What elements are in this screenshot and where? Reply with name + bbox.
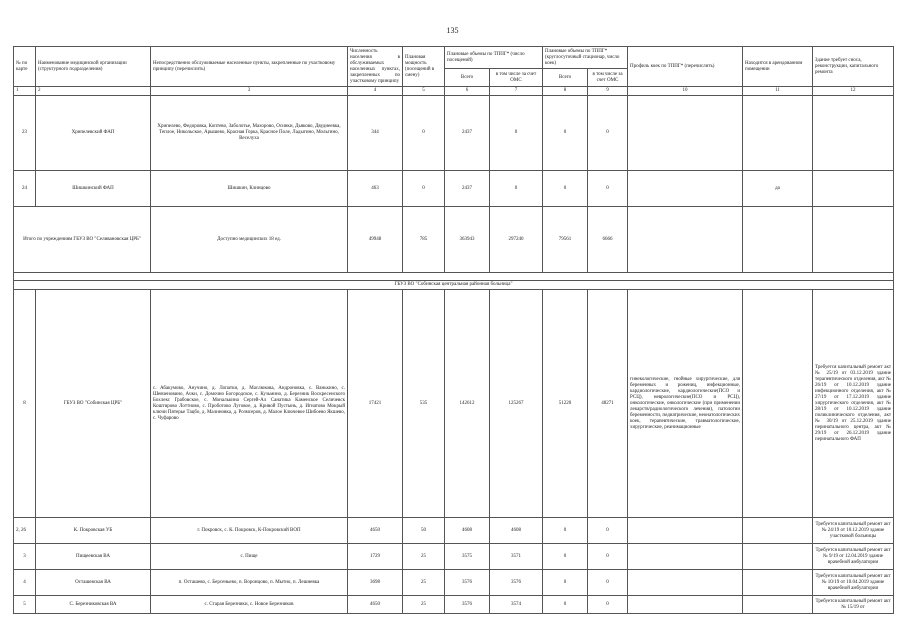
total-population: 49948 bbox=[348, 207, 403, 273]
header-cell-repair: Здание требует сноса, реконструкции, капитального ремонта bbox=[813, 47, 894, 87]
cell-org: Пищеевская ВА bbox=[36, 544, 151, 570]
total-profile bbox=[628, 207, 743, 273]
cell-n: 3 bbox=[14, 544, 36, 570]
cell-profile: гинекологические, гнойные хирургические, для беременных и рожениц, инфекционные, кардиологические, кардиологические(ПСО и РСЦ), неврологические(ПСО и РСЦ), онкологические, онкологические (при применении лекарств/радиологического лечения), патологии беременности, педиатрические, неонатологических коек, терапевтические, травматологические, хирургические, реанимационные bbox=[628, 290, 743, 518]
header-cell-population: Численность населения в обслуживаемых населенных пунктах, закрепленных по участковому принципу bbox=[348, 47, 403, 87]
page-number: 135 bbox=[446, 26, 459, 35]
cell-beds: 0 bbox=[543, 171, 588, 207]
cell-population: 4650 bbox=[348, 518, 403, 544]
cell-visits-oms: 0 bbox=[490, 171, 543, 207]
cell-visits: 2437 bbox=[445, 96, 490, 171]
cell-visits-oms: 125267 bbox=[490, 290, 543, 518]
cell-profile bbox=[628, 96, 743, 171]
cell-population: 17421 bbox=[348, 290, 403, 518]
total-repair bbox=[813, 207, 894, 273]
cell-rent bbox=[743, 290, 813, 518]
cell-beds: 0 bbox=[543, 596, 588, 614]
cell-beds-oms: 0 bbox=[588, 570, 628, 596]
total-beds: 79561 bbox=[543, 207, 588, 273]
cell-visits: 4608 bbox=[445, 518, 490, 544]
col-number: 8 bbox=[543, 87, 588, 96]
cell-org: Хрипелевский ФАП bbox=[36, 96, 151, 171]
cell-n: 23 bbox=[14, 96, 36, 171]
cell-capacity: 0 bbox=[403, 171, 445, 207]
table-row bbox=[14, 290, 894, 518]
header-cell-beds-oms: в том числе за счет ОМС bbox=[588, 69, 628, 87]
cell-n: 5 bbox=[14, 596, 36, 614]
header-cell-n: № по карте bbox=[14, 47, 36, 87]
cell-population: 4650 bbox=[348, 596, 403, 614]
cell-beds-oms: 0 bbox=[588, 518, 628, 544]
header-cell-org: Наименование медицинской организации (структурного подразделения) bbox=[36, 47, 151, 87]
cell-capacity: 535 bbox=[403, 290, 445, 518]
column-number-row bbox=[14, 87, 894, 96]
cell-repair bbox=[813, 96, 894, 171]
cell-visits: 142612 bbox=[445, 290, 490, 518]
cell-visits-oms: 3574 bbox=[490, 596, 543, 614]
cell-repair: Требуется капитальный ремонт акт № 9/19 от 12.04.2019 здание врачебной амбулатории bbox=[813, 544, 894, 570]
cell-rent bbox=[743, 596, 813, 614]
cell-repair: Требуется капитальный ремонт акт № 15/19 от bbox=[813, 596, 894, 614]
spacer-row bbox=[14, 273, 894, 281]
cell-org: Осташевская ВА bbox=[36, 570, 151, 596]
cell-visits-oms: 4608 bbox=[490, 518, 543, 544]
total-label: Итого по учреждениям ГБУЗ ВО "Селивановская ЦРБ" bbox=[14, 207, 151, 273]
cell-visits: 3576 bbox=[445, 570, 490, 596]
table-row bbox=[14, 96, 894, 171]
cell-visits: 3576 bbox=[445, 596, 490, 614]
header-cell-visits-oms: в том числе за счет ОМС bbox=[490, 69, 543, 87]
cell-points: п. Осташево, с. Берсеньево, п. Воронцово, п. Мытно, п. Лешневка bbox=[151, 570, 348, 596]
total-capacity: 785 bbox=[403, 207, 445, 273]
cell-org: С. Березниковская ВА bbox=[36, 596, 151, 614]
cell-capacity: 25 bbox=[403, 570, 445, 596]
cell-visits-oms: 3571 bbox=[490, 544, 543, 570]
cell-visits: 2437 bbox=[445, 171, 490, 207]
header-cell-rent: Находится в арендованном помещении bbox=[743, 47, 813, 87]
section-title: ГБУЗ ВО "Собинская центральная районная больница" bbox=[14, 281, 894, 290]
total-rent bbox=[743, 207, 813, 273]
cell-rent bbox=[743, 96, 813, 171]
cell-org: К. Покровская УБ bbox=[36, 518, 151, 544]
cell-n: 4 bbox=[14, 570, 36, 596]
cell-n: 24 bbox=[14, 171, 36, 207]
cell-repair bbox=[813, 171, 894, 207]
table-row bbox=[14, 518, 894, 544]
cell-population: 344 bbox=[348, 96, 403, 171]
cell-population: 1729 bbox=[348, 544, 403, 570]
cell-n: 8 bbox=[14, 290, 36, 518]
total-visits: 363943 bbox=[445, 207, 490, 273]
cell-beds-oms: 0 bbox=[588, 544, 628, 570]
section-header-row bbox=[14, 281, 894, 290]
cell-repair: Требуется капитальный ремонт акт № 10/19 от 10.04.2019 здание врачебной амбулатории bbox=[813, 570, 894, 596]
cell-beds-oms: 0 bbox=[588, 171, 628, 207]
col-number: 2 bbox=[36, 87, 151, 96]
col-number: 12 bbox=[813, 87, 894, 96]
header-cell-points: Непосредственно обслуживаемые населенные пункты, закрепленные по участковому принципу (перечислить) bbox=[151, 47, 348, 87]
table-row bbox=[14, 171, 894, 207]
total-visits-oms: 297240 bbox=[490, 207, 543, 273]
cell-beds: 0 bbox=[543, 96, 588, 171]
cell-points: с. Абакумово, Анучино, д. Лопатки, д. Маслюкова, Андроновка, с. Ванькино, с. Шевченовино, Ачки, с. Домочно Богородское, с. Кузьмино, д. Березник Воскресенского Бохлекс Грабовское, с. Мональкина Сергей-Ал Санатика Каменское Селичевск Коштирово Лоттново, с. Проботово Луговое, д. Кривой Пустынь, д. Игнатово Мокрый ключи Пятерье Тацбо, д. Малиновка, д. Розмсеров, д. Малое Ключевое Шибоево Якшево, с. Чуфарово bbox=[151, 290, 348, 518]
col-number: 1 bbox=[14, 87, 36, 96]
cell-profile bbox=[628, 596, 743, 614]
cell-population: 463 bbox=[348, 171, 403, 207]
cell-capacity: 0 bbox=[403, 96, 445, 171]
cell-repair: Требуется капитальный ремонт акт № 24/19 от 10.12.2019 здание участковой больницы bbox=[813, 518, 894, 544]
header-cell-visits-total: Всего bbox=[445, 69, 490, 87]
cell-beds: 0 bbox=[543, 570, 588, 596]
header-cell-beds: Плановые объемы по ТППГ* (круглосуточный стационар, число коек) bbox=[543, 47, 628, 69]
cell-beds: 0 bbox=[543, 518, 588, 544]
col-number: 11 bbox=[743, 87, 813, 96]
cell-points: Шишкин, Клинцово bbox=[151, 171, 348, 207]
col-number: 7 bbox=[490, 87, 543, 96]
header-cell-profile: Профиль коек по ТППГ* (перечислить) bbox=[628, 47, 743, 87]
cell-points: с. Старая Березники, с. Новое Березников bbox=[151, 596, 348, 614]
cell-beds-oms: 48271 bbox=[588, 290, 628, 518]
cell-profile bbox=[628, 544, 743, 570]
col-number: 4 bbox=[348, 87, 403, 96]
cell-profile bbox=[628, 171, 743, 207]
cell-capacity: 50 bbox=[403, 518, 445, 544]
cell-profile bbox=[628, 518, 743, 544]
cell-repair: Требуется капитальный ремонт акт № 25/19 от 03.12.2019 здание терапевтического отделения, акт № 26/19 от 10.12.2019 здание инфекционного отделения, акт № 27/19 от 17.12.2019 здание хирургического отделения, акт № 28/19 от 10.12.2019 здание поликлинического отделения, акт № 30/19 от 25.12.2019 здание перинатального центра, акт № 29/19 от 26.12.2019 здание перинатального ФАП bbox=[813, 290, 894, 518]
table-row bbox=[14, 596, 894, 614]
cell-beds: 0 bbox=[543, 544, 588, 570]
cell-profile bbox=[628, 570, 743, 596]
cell-rent bbox=[743, 570, 813, 596]
cell-visits-oms: 3576 bbox=[490, 570, 543, 596]
header-cell-capacity: Плановая мощность (посещений в смену) bbox=[403, 47, 445, 87]
col-number: 5 bbox=[403, 87, 445, 96]
cell-org: ГБУЗ ВО "Собинская ЦРБ" bbox=[36, 290, 151, 518]
cell-points: Хрипелево, Федоровка, Коптево, Заболотье, Махорово, Осинки, Дьяково, Двуднеевка, Теплое, Никольское, Арышево, Красная Горка, Красное Поле, Ладыгино, Мольгино, Веселуха bbox=[151, 96, 348, 171]
cell-beds-oms: 0 bbox=[588, 596, 628, 614]
col-number: 10 bbox=[628, 87, 743, 96]
cell-n: 2, 26 bbox=[14, 518, 36, 544]
header-cell-beds-total: Всего bbox=[543, 69, 588, 87]
col-number: 6 bbox=[445, 87, 490, 96]
total-row bbox=[14, 207, 894, 273]
col-number: 9 bbox=[588, 87, 628, 96]
cell-org: Шишкинский ФАП bbox=[36, 171, 151, 207]
header-cell-visits: Плановые объемы по ТППГ* (число посещений) bbox=[445, 47, 543, 69]
data-table bbox=[13, 46, 894, 614]
cell-capacity: 25 bbox=[403, 596, 445, 614]
cell-rent bbox=[743, 518, 813, 544]
cell-capacity: 25 bbox=[403, 544, 445, 570]
cell-population: 3698 bbox=[348, 570, 403, 596]
table-row bbox=[14, 544, 894, 570]
cell-rent: да bbox=[743, 171, 813, 207]
cell-points: с. Пище bbox=[151, 544, 348, 570]
cell-rent bbox=[743, 544, 813, 570]
cell-visits: 3575 bbox=[445, 544, 490, 570]
table-row bbox=[14, 570, 894, 596]
cell-beds-oms: 0 bbox=[588, 96, 628, 171]
total-beds-oms: 6666 bbox=[588, 207, 628, 273]
total-points: Доступно медицинских 18 ед. bbox=[151, 207, 348, 273]
col-number: 3 bbox=[151, 87, 348, 96]
cell-points: г. Покровск, с. К. Покровск, К-Покровский ВОП bbox=[151, 518, 348, 544]
cell-visits-oms: 0 bbox=[490, 96, 543, 171]
cell-beds: 51220 bbox=[543, 290, 588, 518]
